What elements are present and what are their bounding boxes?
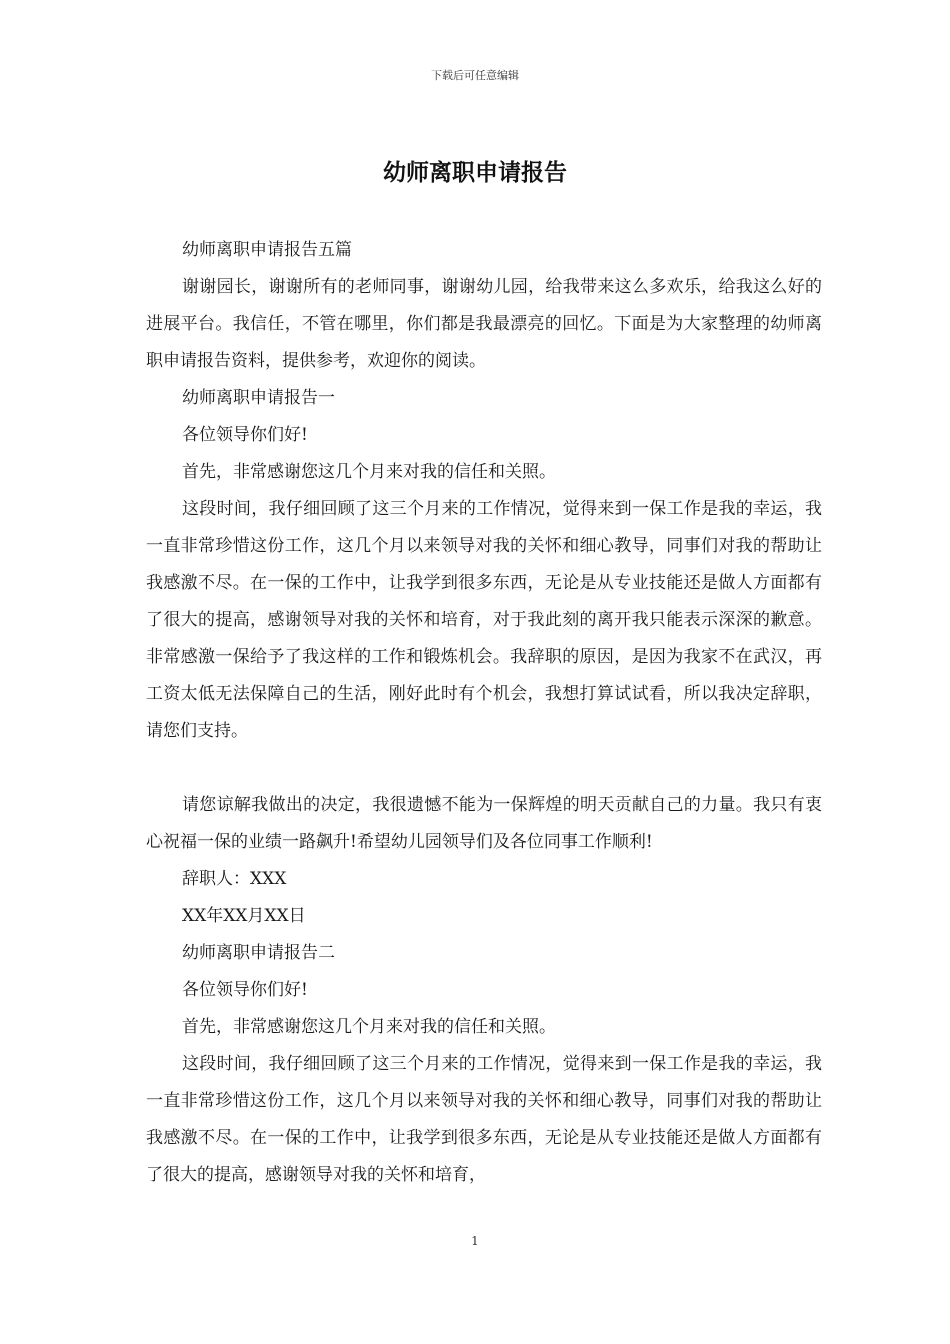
document-body [146,232,822,1194]
subtitle-paragraph: 幼师离职申请报告五篇 [182,240,352,260]
body-paragraph-1: 这段时间，我仔细回顾了这三个月来的工作情况，觉得来到一保工作是我的幸运，我一直非常珍惜这份工作，这几个月以来领导对我的关怀和细心教导，同事们对我的帮助让我感激不尽。在一保的工作中，让我学到很多东西，无论是从专业技能还是做人方面都有了很大的提高，感谢领导对我的关怀和培育，对于我此刻的离开我只能表示深深的歉意。非常感激一保给予了我这样的工作和锻炼机会。我辞职的原因，是因为我家不在武汉，再工资太低无法保障自己的生活，刚好此时有个机会，我想打算试试看，所以我决定辞职，请您们支持。 [146,499,822,741]
salutation-2: 各位领导你们好! [182,980,308,1000]
intro-paragraph: 谢谢园长，谢谢所有的老师同事，谢谢幼儿园，给我带来这么多欢乐，给我这么好的进展平台。我信任，不管在哪里，你们都是我最漂亮的回忆。下面是为大家整理的幼师离职申请报告资料，提供参考，欢迎你的阅读。 [146,277,822,371]
page-number: 1 [471,1234,479,1248]
thanks-paragraph-1: 首先，非常感谢您这几个月来对我的信任和关照。 [182,462,556,482]
closing-paragraph-1: 请您谅解我做出的决定，我很遗憾不能为一保辉煌的明天贡献自己的力量。我只有衷心祝福一保的业绩一路飙升!希望幼儿园领导们及各位同事工作顺利! [146,795,822,852]
page-header-note: 下载后可任意编辑 [431,69,519,82]
document-title: 幼师离职申请报告 [383,159,567,186]
body-paragraph-2: 这段时间，我仔细回顾了这三个月来的工作情况，觉得来到一保工作是我的幸运，我一直非常珍惜这份工作，这几个月以来领导对我的关怀和细心教导，同事们对我的帮助让我感激不尽。在一保的工作中，让我学到很多东西，无论是从专业技能还是做人方面都有了很大的提高，感谢领导对我的关怀和培育， [146,1054,822,1185]
section-heading-1: 幼师离职申请报告一 [182,388,335,408]
section-heading-2: 幼师离职申请报告二 [182,943,335,963]
signature-line: 辞职人：XXX [182,869,287,889]
salutation-1: 各位领导你们好! [182,425,308,445]
date-line: XX年XX月XX日 [182,906,306,926]
thanks-paragraph-2: 首先，非常感谢您这几个月来对我的信任和关照。 [182,1017,556,1037]
